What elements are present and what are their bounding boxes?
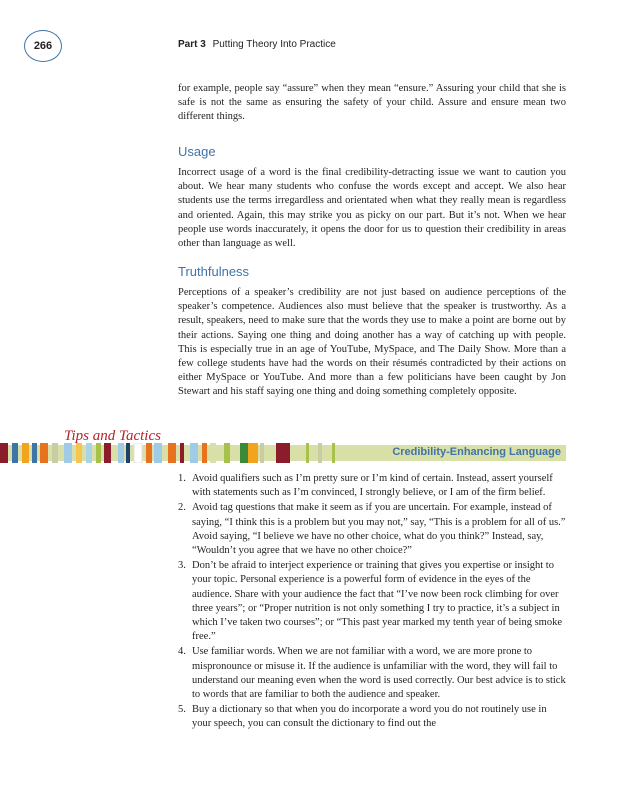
truthfulness-paragraph: Perceptions of a speaker’s credibility are not just based on audience perceptions of the speaker’s competence. Audiences also must believe that the speaker is trustworthy. As a result, speakers, need to make sure that the words they use to make a point are borne out by their actions. Saying one thing and doing another has a way of catching up with people. This is especially true in an age of YouTube, MySpace, and The Daily Show. More than a few college students have had the words on their résumés contradicted by their actions on either MySpace or YouTube. And more than a few politicians have been caught by Jon Stewart and his staff saying one thing and doing something completely opposite. xyxy=(178,287,566,398)
item-number: 3. xyxy=(178,560,186,572)
strip-block xyxy=(64,443,72,463)
page-number: 266 xyxy=(24,30,62,62)
strip-block xyxy=(332,443,335,463)
strip-block xyxy=(22,443,29,463)
item-number: 2. xyxy=(178,502,186,514)
strip-block xyxy=(224,443,230,463)
strip-block xyxy=(180,443,184,463)
strip-block xyxy=(104,443,111,463)
intro-paragraph: for example, people say “assure” when they mean “ensure.” Assuring your child that she is safe is not the same as ensuring the safety of your child. Assure and ensure mean two different things. xyxy=(178,83,566,123)
strip-block xyxy=(154,443,162,463)
tips-and-tactics-label: Tips and Tactics xyxy=(64,428,161,444)
strip-block xyxy=(240,443,248,463)
list-item xyxy=(178,559,566,644)
strip-block xyxy=(32,443,37,463)
tips-box-title: Credibility-Enhancing Language xyxy=(392,446,561,458)
tips-list xyxy=(178,472,566,733)
strip-block xyxy=(306,443,309,463)
strip-block xyxy=(168,443,176,463)
strip-block xyxy=(52,443,58,463)
list-item xyxy=(178,645,566,702)
usage-paragraph: Incorrect usage of a word is the final credibility-detracting issue we want to caution you about. We hear many students who confuse the words except and accept. We also hear students use the terms irregardless and orientated when what they really mean is regardless and oriented. Again, this may strike you as picky on our part. But it’s not. When we hear people use words inaccurately, it opens the door for us to question their credibility in areas other than language as well. xyxy=(178,167,566,250)
strip-block xyxy=(40,443,48,463)
strip-block xyxy=(318,443,322,463)
section-heading-truthfulness: Truthfulness xyxy=(178,264,250,279)
usage-block xyxy=(178,166,566,251)
list-item xyxy=(178,501,566,558)
item-text: Avoid tag questions that make it seem as if you are uncertain. For example, instead of saying, “I think this is a problem but you may not,” say, “This is a problem for all of us.” Avoid saying, “I believe we have no other choice, what do you think?” Instead, say, “Wouldn’t you agree that we have no other choice?” xyxy=(192,502,566,557)
item-text: Don’t be afraid to interject experience or training that gives you expertise or insight to your topic. Personal experience is a powerful form of evidence in the eyes of the audience. Share with your audience the fact that “I’ve now been rock climbing for over three years”; or “Proper nutrition is not only something I try to practice, it’s a subject in which I’ve taken two courses”; or “This past year marked my tenth year of being smoke free.” xyxy=(192,560,563,643)
list-item xyxy=(178,472,566,500)
item-text: Avoid qualifiers such as I’m pretty sure or I’m kind of certain. Instead, assert yourself with statements such as I’m convinced, I strongly believe, or I am of the firm belief. xyxy=(192,473,553,499)
list-item xyxy=(178,703,566,731)
part-title: Putting Theory Into Practice xyxy=(212,39,336,50)
strip-block xyxy=(248,443,258,463)
strip-block xyxy=(76,443,82,463)
item-text: Use familiar words. When we are not familiar with a word, we are more prone to mispronounce or misuse it. If the audience is unfamiliar with the word, they will fail to understand our meaning even when the word is used correctly. Our best advice is to stick to words that are familiar to both the audience and speaker. xyxy=(192,646,566,701)
strip-block xyxy=(12,443,18,463)
item-text: Buy a dictionary so that when you do incorporate a word you do not routinely use in your speech, you can consult the dictionary to find out the xyxy=(192,704,547,730)
strip-block xyxy=(126,443,130,463)
item-number: 5. xyxy=(178,704,186,716)
truthfulness-block xyxy=(178,286,566,400)
strip-block xyxy=(134,443,142,463)
strip-block xyxy=(118,443,124,463)
intro-block xyxy=(178,82,566,125)
strip-block xyxy=(96,443,101,463)
strip-block xyxy=(146,443,152,463)
strip-block xyxy=(86,443,92,463)
part-label: Part 3 xyxy=(178,39,206,50)
strip-block xyxy=(0,443,8,463)
running-head xyxy=(178,39,336,50)
strip-block xyxy=(202,443,207,463)
item-number: 1. xyxy=(178,473,186,484)
strip-block xyxy=(190,443,198,463)
section-heading-usage: Usage xyxy=(178,144,216,159)
strip-block xyxy=(260,443,264,463)
item-number: 4. xyxy=(178,646,186,658)
strip-block xyxy=(210,443,216,463)
strip-block xyxy=(276,443,290,463)
